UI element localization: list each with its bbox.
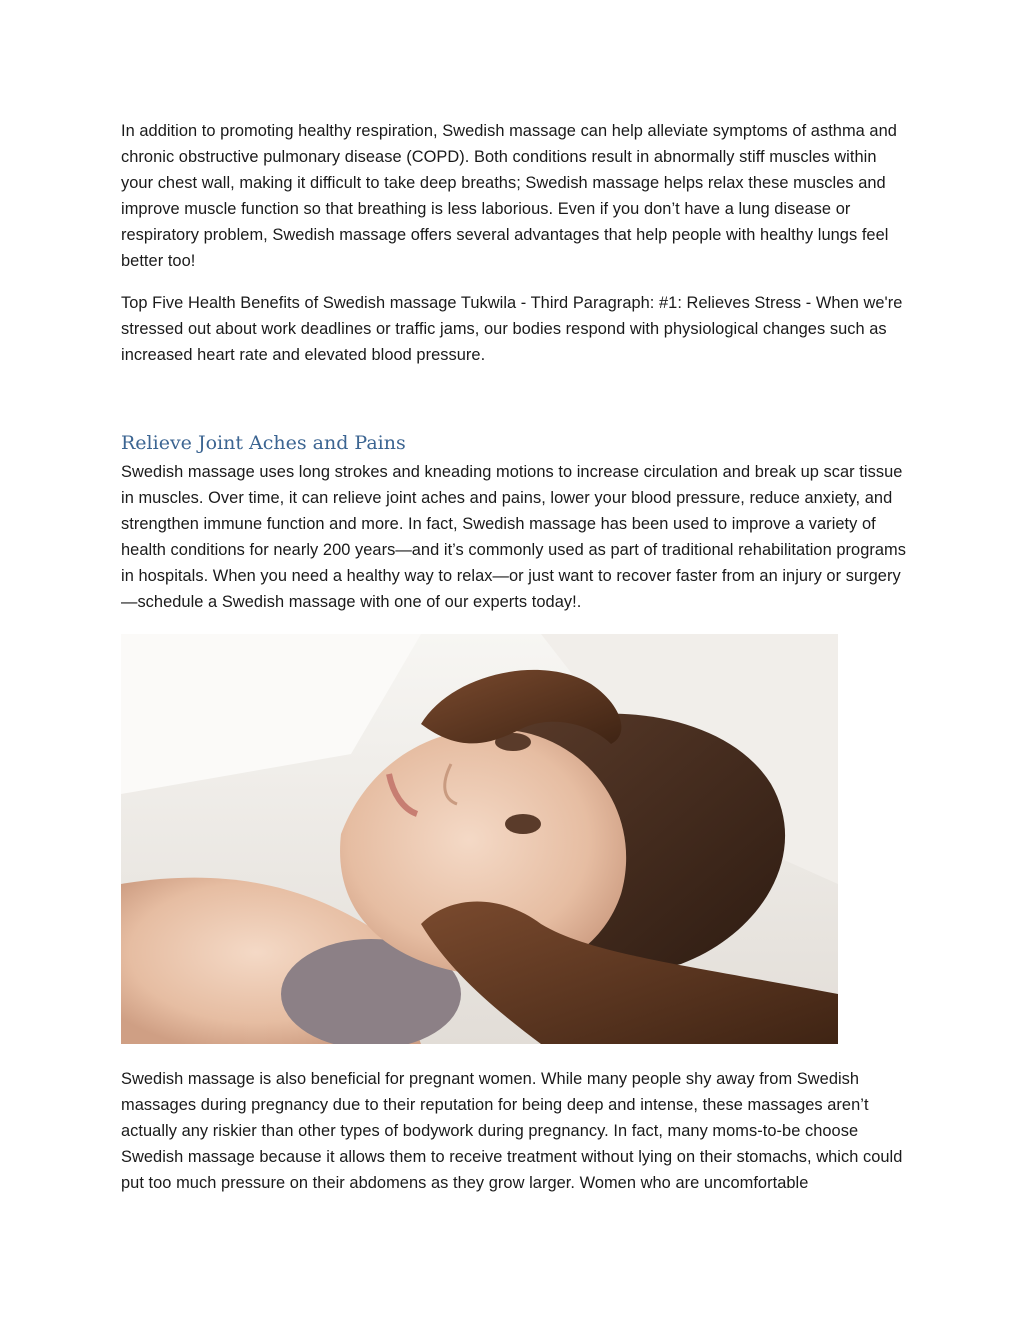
paragraph-stress: Top Five Health Benefits of Swedish massage Tukwila - Third Paragraph: #1: Relieves Stress - When we're stressed out about work deadlines or traffic jams, our bodies respond with physiological changes such as increased heart rate and elevated blood pressure. (121, 294, 903, 364)
paragraph-joint-aches: Swedish massage uses long strokes and kneading motions to increase circulation and break up scar tissue in muscles. Over time, it can relieve joint aches and pains, lower your blood pressure, reduce anxiety, and strengthen immune function and more. In fact, Swedish massage has been used to improve a variety of health conditions for nearly 200 years—and it’s commonly used as part of traditional rehabilitation programs in hospitals. When you need a healthy way to relax—or just want to recover faster from an injury or surgery—schedule a Swedish massage with one of our experts today!. (121, 463, 906, 611)
paragraph-respiration: In addition to promoting healthy respiration, Swedish massage can help alleviate symptoms of asthma and chronic obstructive pulmonary disease (COPD). Both conditions result in abnormally stiff muscles within your chest wall, making it difficult to take deep breaths; Swedish massage helps relax these muscles and improve muscle function so that breathing is less laborious. Even if you don’t have a lung disease or respiratory problem, Swedish massage offers several advantages that help people with healthy lungs feel better too! (121, 122, 897, 270)
paragraph-pregnancy: Swedish massage is also beneficial for pregnant women. While many people shy away from Swedish massages during pregnancy due to their reputation for being deep and intense, these massages aren’t actually any riskier than other types of bodywork during pregnancy. In fact, many moms-to-be choose Swedish massage because it allows them to receive treatment without lying on their stomachs, which could put too much pressure on their abdomens as they grow larger. Women who are uncomfortable (121, 1070, 903, 1192)
massage-photo (121, 634, 838, 1044)
section-heading: Relieve Joint Aches and Pains (121, 432, 406, 454)
document-page (121, 118, 911, 1196)
